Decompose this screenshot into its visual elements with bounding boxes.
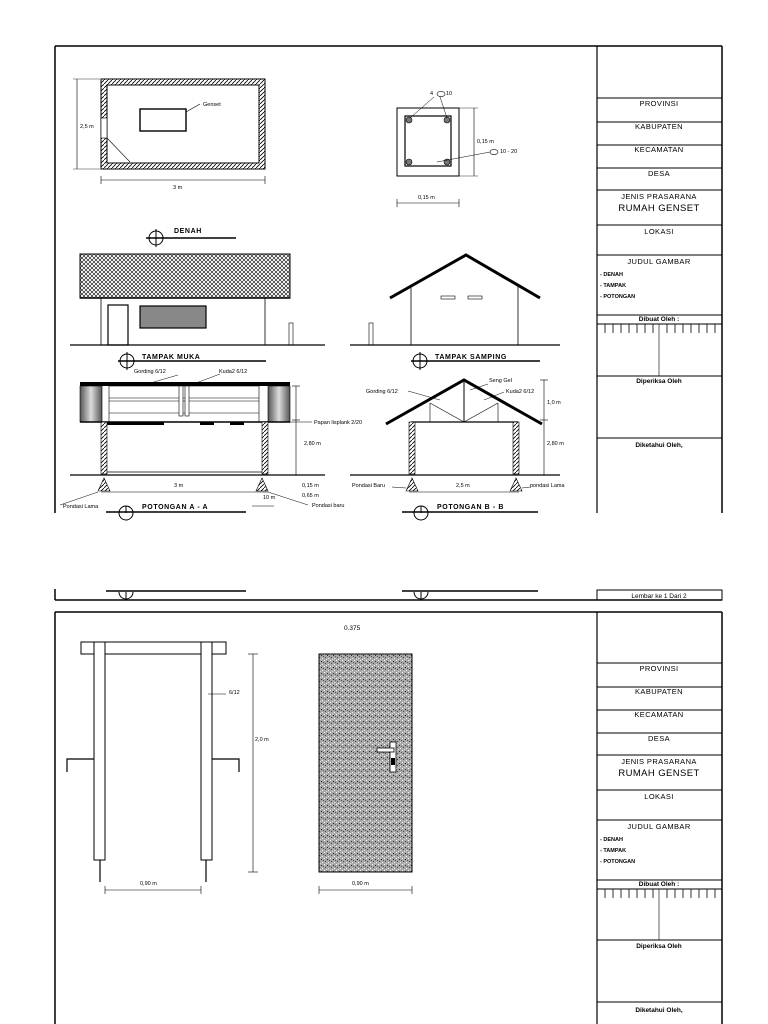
title-block-2 [597,663,722,1014]
tampak-muka-title: TAMPAK MUKA [142,354,201,361]
bb-seng-label: Seng Gel [489,378,512,384]
title-block-2-ticks [605,889,715,898]
frame-dim-width: 0,90 m [140,881,157,887]
bb-pondasi-lama: pondasi Lama [530,483,565,489]
tb2-jenis-value: RUMAH GENSET [618,768,700,779]
tb2-diketahui: Diketahui Oleh, [635,1007,683,1014]
tampak-samping-title: TAMPAK SAMPING [435,354,507,361]
tb1-diperiksa: Diperiksa Oleh [636,378,682,385]
aa-pondasi-lama: Pondasi Lama [63,504,99,510]
door-leaf-detail [319,625,412,894]
tb1-jenis-label: JENIS PRASARANA [621,192,697,201]
column-rebar-count: 4 [430,91,434,97]
aa-gording-label: Gording 6/12 [134,369,166,375]
aa-dim-015: 0,15 m [302,483,319,489]
column-rebar-dia: 10 [446,91,453,97]
door-panel [319,654,412,872]
door-dim-width: 0,90 m [352,881,369,887]
bb-pondasi-baru: Pondasi Baru [352,483,386,489]
denah-plan [73,79,265,247]
tb2-lokasi: LOKASI [644,792,674,801]
tb1-kecamatan: KECAMATAN [634,145,684,154]
aa-dim-065: 0,65 m [302,493,319,499]
genset-label: Genset [203,102,221,108]
column-dim-horizontal: 0,15 m [418,195,435,201]
bb-gording-label: Gording 6/12 [366,389,398,395]
tb2-judul-item-tampak: - TAMPAK [600,848,627,854]
tb1-jenis-value: RUMAH GENSET [618,203,700,214]
aa-pondasi-baru: Pondasi baru [312,503,345,509]
door-thickness-label: 0.375 [344,625,361,632]
tb1-kabupaten: KABUPATEN [635,122,683,131]
aa-kuda-label: Kuda2 6/12 [219,369,248,375]
sheet-separator [55,589,722,600]
bb-kuda-label: Kuda2 6/12 [506,389,535,395]
column-dim-vertical: 0,15 m [477,139,494,145]
aa-dim-width: 3 m [174,483,184,489]
door-handle [377,748,394,752]
bb-dim-width: 2,5 m [456,483,470,489]
denah-title: DENAH [174,228,202,235]
title-block-1 [597,98,722,449]
tb1-diketahui: Diketahui Oleh, [635,442,683,449]
potongan-aa-title: POTONGAN A - A [142,504,209,511]
bb-dim-roof: 1,0 m [547,400,561,406]
title-block-1-ticks [605,324,715,333]
denah-dim-width: 3 m [173,185,183,191]
tb2-jenis-label: JENIS PRASARANA [621,757,697,766]
lembar-label: Lembar ke 1 Dari 2 [631,593,687,600]
tb1-judul-item-tampak: - TAMPAK [600,283,627,289]
tb1-provinsi: PROVINSI [639,99,679,108]
genset-box [140,109,186,131]
tb2-judul-item-denah: - DENAH [600,837,623,843]
frame-member-label: 6/12 [229,690,240,696]
potongan-bb-title: POTONGAN B - B [437,504,504,511]
potongan-bb [350,378,565,520]
frame-dim-height: 2,0 m [255,737,269,743]
tb1-lokasi: LOKASI [644,227,674,236]
door-frame-detail [67,642,269,894]
denah-dim-height: 2,5 m [80,124,94,130]
tb2-judul-label: JUDUL GAMBAR [627,822,691,831]
potongan-aa [60,369,362,520]
tb2-dibuat: Dibuat Oleh : [638,881,680,888]
tb2-desa: DESA [647,734,671,743]
tb1-dibuat: Dibuat Oleh : [638,316,680,323]
tb2-judul-item-potongan: - POTONGAN [600,859,636,865]
tampak-samping [350,255,560,370]
tb2-provinsi: PROVINSI [639,664,679,673]
tb1-judul-item-denah: - DENAH [600,272,623,278]
tb2-diperiksa: Diperiksa Oleh [636,943,682,950]
aa-papan-label: Papan lisplank 2/20 [314,420,363,426]
front-window [140,306,206,328]
bb-dim-height: 2,80 m [547,441,564,447]
front-door [108,305,128,345]
tb1-judul-item-potongan: - POTONGAN [600,294,636,300]
column-detail [397,91,517,207]
tampak-muka [70,254,325,370]
aa-dim-height: 2,80 m [304,441,321,447]
tb1-judul-label: JUDUL GAMBAR [627,257,691,266]
tb2-kabupaten: KABUPATEN [635,687,683,696]
column-stirrup: 10 - 20 [500,149,518,155]
tb2-kecamatan: KECAMATAN [634,710,684,719]
tb1-desa: DESA [647,169,671,178]
aa-dim-10: 10 m [263,495,276,501]
